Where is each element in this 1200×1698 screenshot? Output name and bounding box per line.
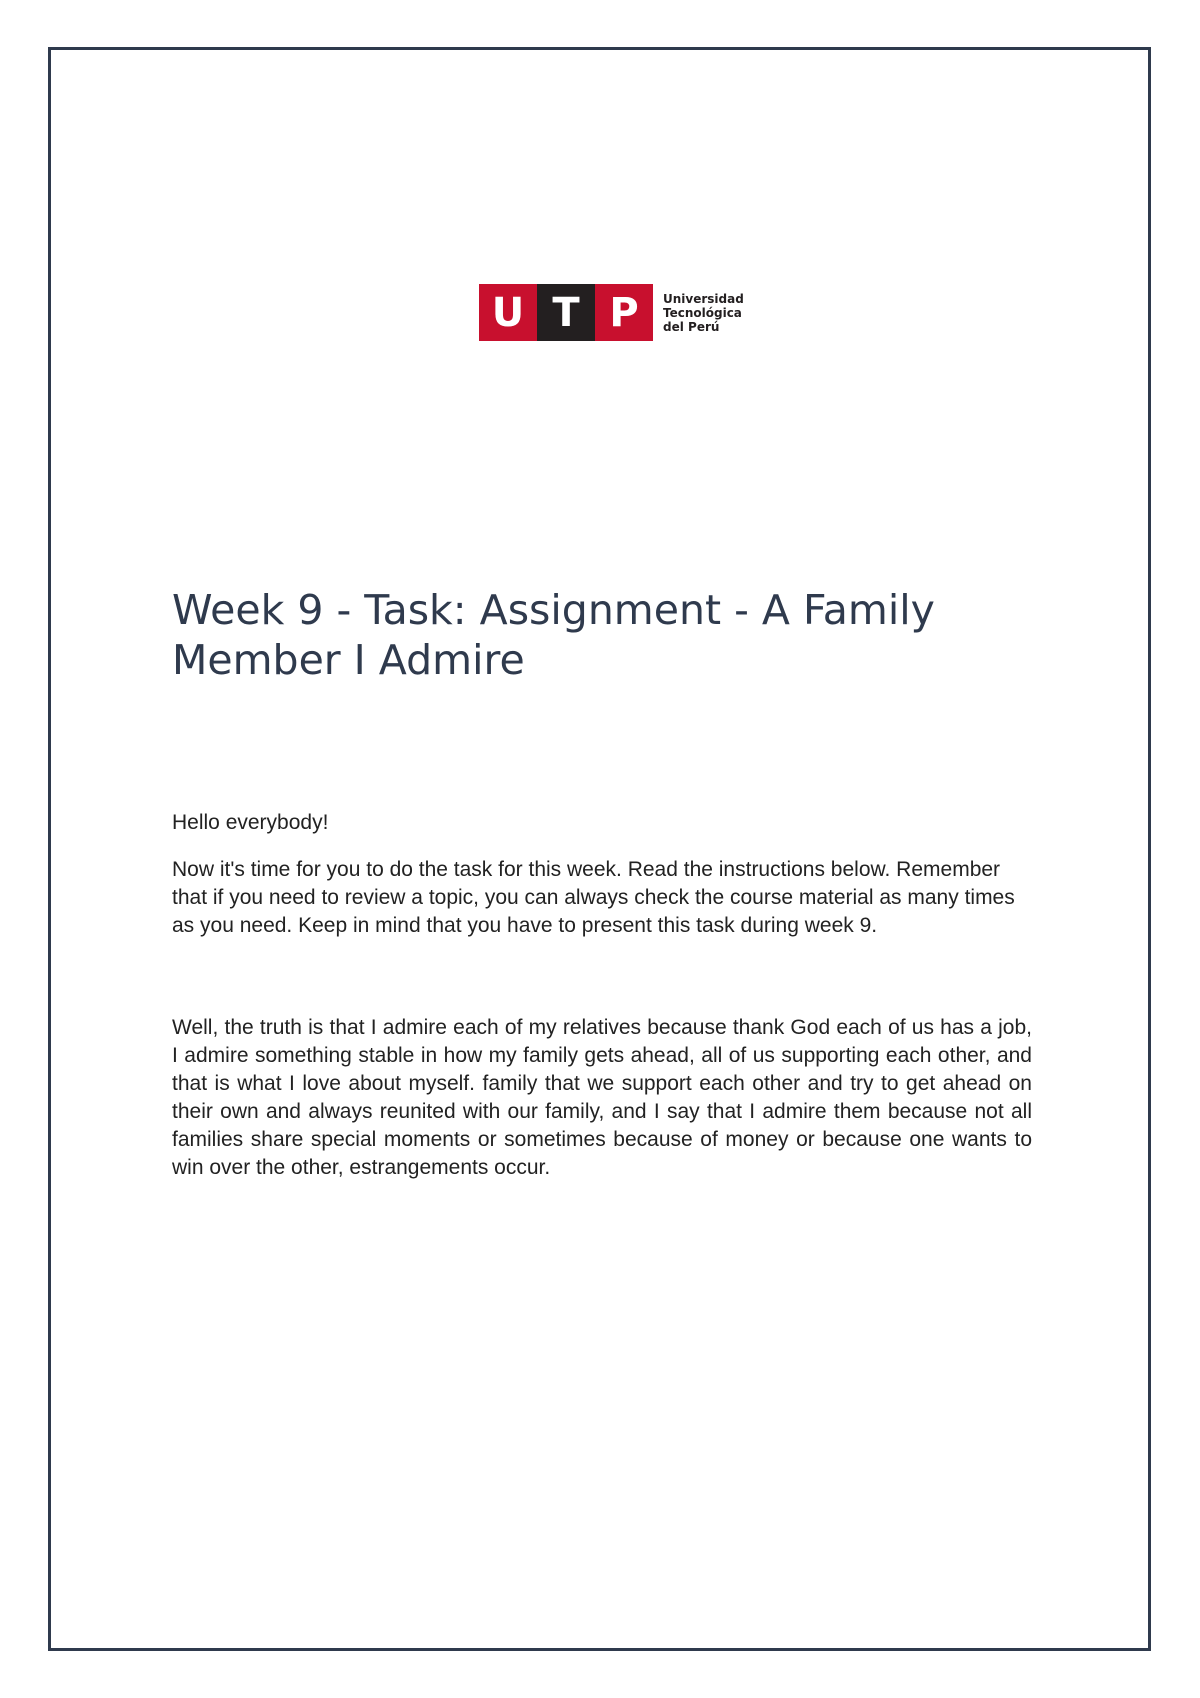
intro-paragraph: Now it's time for you to do the task for this week. Read the instructions below. Remember that if you need to review a topic, you can always check the course material as many times as you need. Keep in mind that you have to present this task during week 9.	[172, 858, 1015, 937]
logo-name-line-3: del Perú	[663, 319, 720, 334]
logo-letter-p: P	[595, 284, 653, 341]
logo-name-line-1: Universidad	[663, 291, 744, 306]
logo-letter-t: T	[537, 284, 595, 341]
logo-letter-u: U	[479, 284, 537, 341]
logo-name-line-2: Tecnológica	[663, 305, 742, 320]
document-title: Week 9 - Task: Assignment - A Family Member I Admire	[172, 586, 935, 684]
logo-university-name	[663, 292, 744, 334]
essay-paragraph: Well, the truth is that I admire each of my relatives because thank God each of us has a job, I admire something stable in how my family gets ahead, all of us supporting each other, and that is what I love about myself. family that we support each other and try to get ahead on their own and always reunited with our family, and I say that I admire them because not all families share special moments or sometimes because of money or because one wants to win over the other, estrangements occur.	[172, 1016, 1032, 1179]
greeting-paragraph: Hello everybody!	[172, 811, 329, 834]
utp-logo	[479, 284, 744, 341]
